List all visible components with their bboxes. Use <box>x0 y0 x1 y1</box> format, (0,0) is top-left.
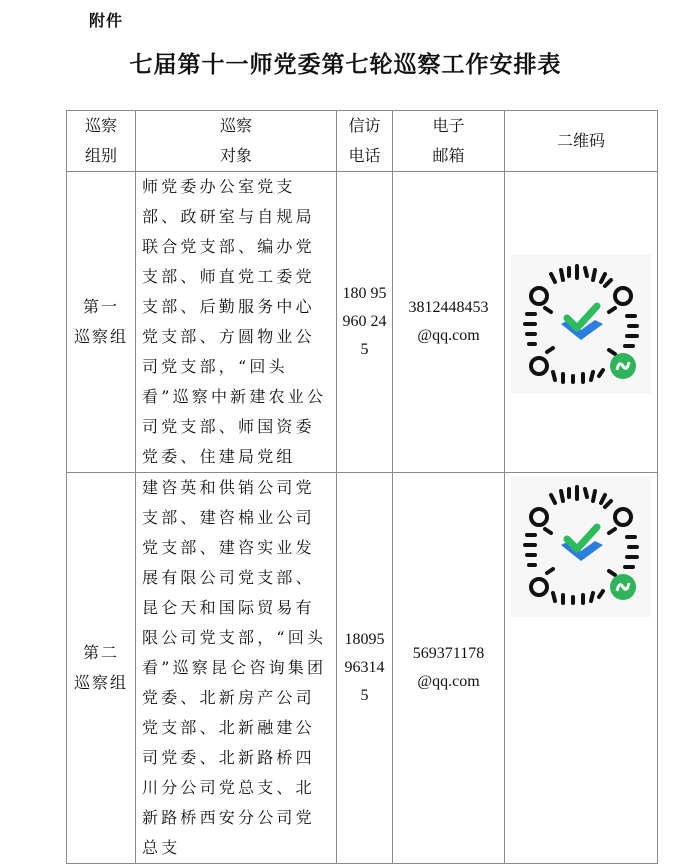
phone-cell: 18095 96314 5 <box>337 473 393 864</box>
header-phone: 信访 电话 <box>337 111 393 172</box>
targets-cell: 建咨英和供销公司党支部、建咨棉业公司党支部、建咨实业发展有限公司党支部、昆仑天和国际贸易有限公司党支部，“回头看”巡察昆仑咨询集团党委、北新房产公司党支部、北新融建公司党委、北新路桥四川分公司党总支、北新路桥西安分公司党总支 <box>136 473 337 864</box>
attachment-label: 附件 <box>89 11 124 30</box>
header-target: 巡察 对象 <box>136 111 337 172</box>
qrcode-cell <box>505 172 658 473</box>
email-cell: 569371178 @qq.com <box>393 473 505 864</box>
wechat-mini-program-qr-code-icon[interactable] <box>511 477 651 617</box>
wechat-mini-program-qr-code-icon[interactable] <box>511 254 651 394</box>
qrcode-cell <box>505 473 658 864</box>
group-cell: 第一 巡察组 <box>67 172 136 473</box>
table-row <box>67 473 658 864</box>
document-title: 七届第十一师党委第七轮巡察工作安排表 <box>129 51 562 78</box>
qr-graphic <box>511 477 651 617</box>
header-email: 电子 邮箱 <box>393 111 505 172</box>
header-qrcode: 二维码 <box>505 111 658 172</box>
table-row <box>67 172 658 473</box>
qr-graphic <box>511 254 651 394</box>
phone-cell: 180 95960 245 <box>337 172 393 473</box>
table-header-row <box>67 111 658 172</box>
targets-cell: 师党委办公室党支部、政研室与自规局联合党支部、编办党支部、师直党工委党支部、后勤服务中心党支部、方圆物业公司党支部，“回头看”巡察中新建农业公司党支部、师国资委党委、住建局党组 <box>136 172 337 473</box>
group-cell: 第二 巡察组 <box>67 473 136 864</box>
email-cell: 3812448453 @qq.com <box>393 172 505 473</box>
header-group: 巡察 组别 <box>67 111 136 172</box>
inspection-schedule-table <box>66 110 658 864</box>
